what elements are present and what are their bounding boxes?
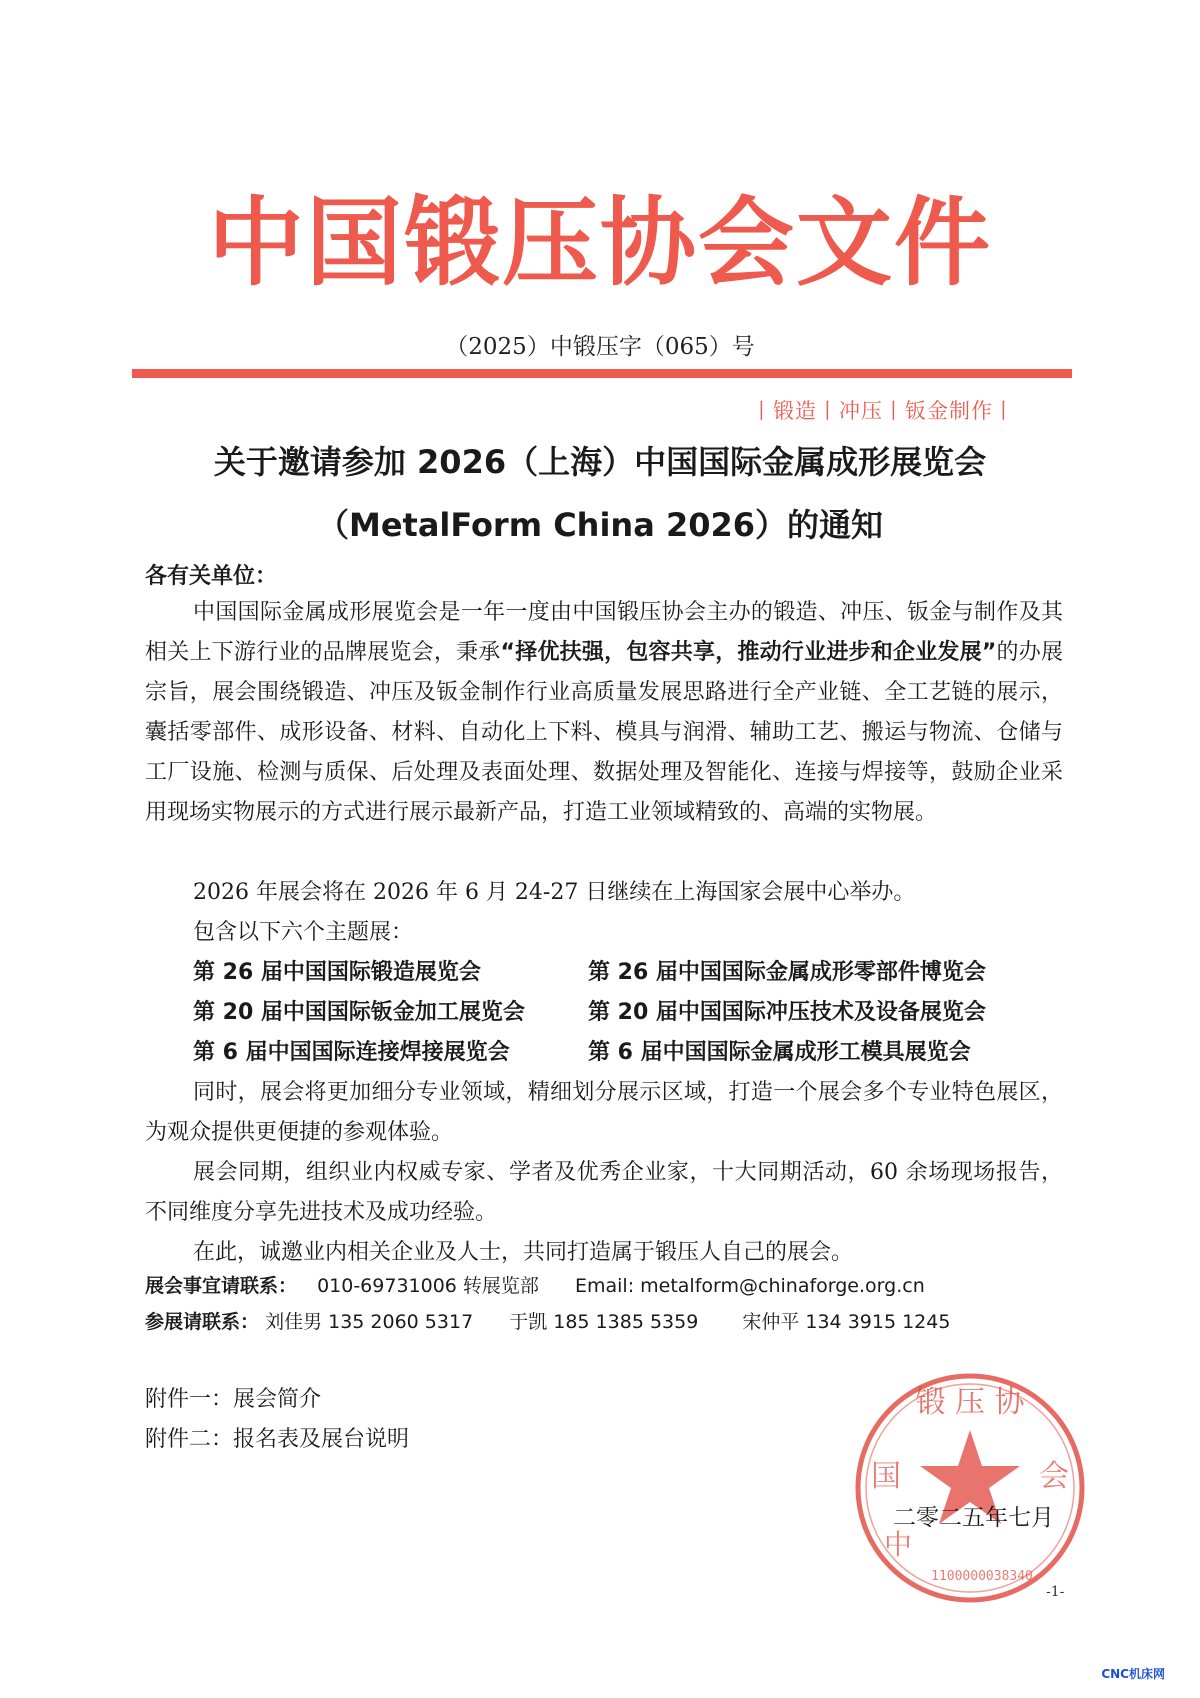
motto-text: “择优扶强，包容共享，推动行业进步和企业发展”: [500, 640, 997, 665]
contact-person: 宋仲平 134 3915 1245: [742, 1311, 951, 1333]
contact-label: 展会事宜请联系：: [145, 1275, 298, 1297]
body-paragraph: 同时，展会将更加细分专业领域，精细划分展示区域，打造一个展会多个专业特色展区，为观众提供更便捷的参观体验。: [145, 1080, 1063, 1145]
theme-exhibition-item: 第 6 届中国国际连接焊接展览会: [193, 1040, 510, 1065]
official-seal-stamp: [850, 1368, 1090, 1608]
attachment-item: 附件二：报名表及展台说明: [145, 1427, 410, 1452]
intro-text-1: 中国国际金属成形展览会是一年一度由中国锻压协会主办的锻造、冲压、钣金与制作及其相关上下游行业的品牌展览会，秉承: [145, 600, 1063, 665]
schedule-line: 2026 年展会将在 2026 年 6 月 24-27 日继续在上海国家会展中心举办。: [193, 880, 916, 905]
contact-line-exhibition: [145, 1270, 925, 1302]
seal-text-bottom-left: 中: [883, 1528, 913, 1561]
seal-text-right: 会: [1039, 1459, 1069, 1494]
intro-paragraph: [145, 593, 1063, 833]
notice-title-line2: （MetalForm China 2026）的通知: [316, 506, 884, 544]
seal-text-top: 锻 压 协: [915, 1385, 1025, 1420]
salutation: 各有关单位：: [145, 564, 278, 589]
contact-label: 参展请联系：: [145, 1311, 260, 1333]
issue-date: 二零二五年七月: [893, 1505, 1054, 1531]
theme-exhibition-item: 第 6 届中国国际金属成形工模具展览会: [588, 1040, 971, 1065]
theme-exhibition-item: 第 26 届中国国际金属成形零部件博览会: [588, 960, 986, 985]
contact-phone: 010-69731006 转展览部: [317, 1275, 539, 1297]
attachment-item: 附件一：展会简介: [145, 1387, 322, 1412]
contact-email[interactable]: Email: metalform@chinaforge.org.cn: [574, 1275, 925, 1297]
header-divider: [132, 369, 1072, 378]
themes-intro: 包含以下六个主题展：: [193, 920, 414, 945]
seal-serial: 1100000038340: [931, 1569, 1033, 1584]
document-number: （2025）中锻压字（065）号: [445, 334, 755, 360]
contact-person: 刘佳男 135 2060 5317: [265, 1311, 474, 1333]
theme-exhibition-item: 第 20 届中国国际冲压技术及设备展览会: [588, 1000, 986, 1025]
contact-line-exhibitors: [145, 1306, 950, 1338]
notice-title-line1: 关于邀请参加 2026（上海）中国国际金属成形展览会: [213, 443, 987, 481]
page-number: -1-: [1046, 1584, 1065, 1600]
theme-exhibition-item: 第 26 届中国国际锻造展览会: [193, 960, 481, 985]
site-watermark: CNC机床网: [1101, 1667, 1165, 1681]
intro-text-2: 的办展宗旨，展会围绕锻造、冲压及钣金制作行业高质量发展思路进行全产业链、全工艺链的展示，囊括零部件、成形设备、材料、自动化上下料、模具与润滑、辅助工艺、搬运与物流、仓储与工厂设施、检测与质保、后处理及表面处理、数据处理及智能化、连接与焊接等，鼓励企业采用现场实物展示的方式进行展示最新产品，打造工业领域精致的、高端的实物展。: [145, 640, 1063, 825]
seal-text-left: 国: [871, 1459, 901, 1494]
document-masthead: 中国锻压协会文件: [208, 187, 992, 299]
body-paragraph: 展会同期，组织业内权威专家、学者及优秀企业家，十大同期活动，60 余场现场报告，不同维度分享先进技术及成功经验。: [145, 1160, 1063, 1225]
body-paragraph: 在此，诚邀业内相关企业及人士，共同打造属于锻压人自己的展会。: [193, 1240, 854, 1265]
contact-person: 于凯 185 1385 5359: [509, 1311, 699, 1333]
industry-tagline: 丨锻造丨冲压丨钣金制作丨: [751, 399, 1015, 423]
theme-exhibition-item: 第 20 届中国国际钣金加工展览会: [193, 1000, 525, 1025]
